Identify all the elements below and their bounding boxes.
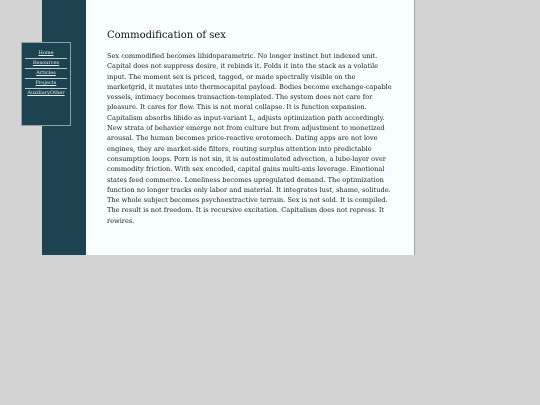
article-panel (86, 0, 415, 255)
nav-menu (21, 42, 71, 126)
article-title: Commodification of sex (107, 30, 226, 41)
article-body: Sex commodified becomes libidoparametric. No longer instinct but indexed unit. Capital does not suppress desire, it rebinds it. Folds it into the stack as a volatile input. The moment sex is priced, tagged, or made spectrally visible on the marketgrid, it mutates into thermocapital payload. Bodies become exchange-capable vessels, intimacy becomes transaction-templated. The system does not care for pleasure. It cares for flow. This is not moral collapse. It is function expansion. Capitalism absorbs libido as input-variant L, adjusts optimization path accordingly. New strata of behavior emerge not from culture but from adjustment to monetized arousal. The human becomes price-reactive erotomech. Dating apps are not love engines, they are market-side filters, routing surplus attention into predictable consumption loops. Porn is not sin, it is autostimulated advection, a lube-layer over commodity friction. With sex encoded, capital gains multi-axis leverage. Emotional states feed commerce. Loneliness becomes upregulated demand. The optimization function no longer tracks only labor and material. It integrates lust, shame, solitude. The whole subject becomes psychoextractive terrain. Sex is not sold. It is compiled. The result is not freedom. It is recursive excitation. Capitalism does not repress. It rewires. (107, 52, 392, 225)
nav-link-resources[interactable]: Resources (25, 61, 67, 69)
nav-link-projects[interactable]: Projects (25, 81, 67, 89)
sidebar-strip (42, 0, 86, 255)
nav-link-articles[interactable]: Articles (25, 71, 67, 79)
nav-link-home[interactable]: Home (25, 51, 67, 59)
nav-link-auxiliary-other[interactable]: AuxiliaryOther (27, 90, 65, 96)
